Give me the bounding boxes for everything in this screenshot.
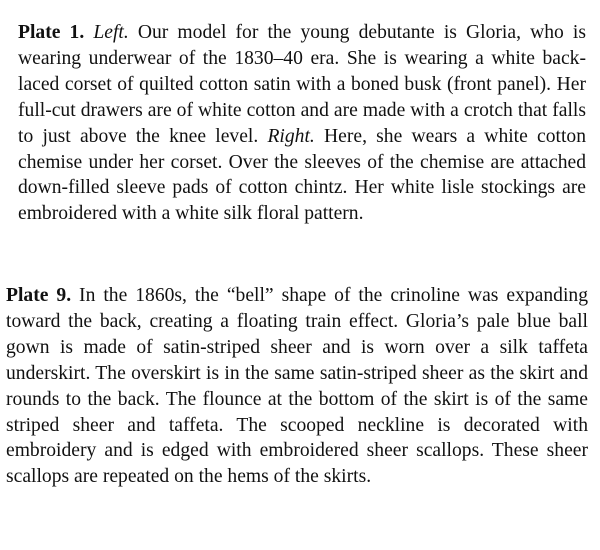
- plate-label: Plate 1.: [18, 22, 85, 43]
- caption-text: Here, she wears a white cotton chemise under her corset. Over the sleeves of the chemise are attached down-filled sleeve pads of cotton chintz. Her white lisle stockings are embroidered with a white silk floral pattern.: [18, 125, 586, 225]
- direction-label: Left.: [93, 22, 129, 43]
- caption-text: In the 1860s, the “bell” shape of the crinoline was expanding toward the back, creating a floating train effect. Gloria’s pale blue ball gown is made of satin-striped sheer and is worn over a silk taffeta underskirt. The overskirt is in the same satin-striped sheer as the skirt and rounds to the back. The flounce at the bottom of the skirt is of the same striped sheer and taffeta. The scooped neckline is decorated with embroidery and is edged with embroidered sheer scallops. These sheer scallops are repeated on the hems of the skirts.: [6, 285, 588, 488]
- caption-text: Our model for the young debutante is Gloria, who is wearing underwear of the 1830–40 era. She is wearing a white back-laced corset of quilted cotton satin with a boned busk (front panel). Her full-cut drawers are of white cotton and are made with a crotch that falls to just above the knee level.: [18, 22, 586, 147]
- direction-label: Right.: [267, 125, 315, 147]
- caption-plate-9: [6, 283, 588, 490]
- caption-plate-1: [18, 20, 586, 227]
- plate-label: Plate 9.: [6, 285, 72, 306]
